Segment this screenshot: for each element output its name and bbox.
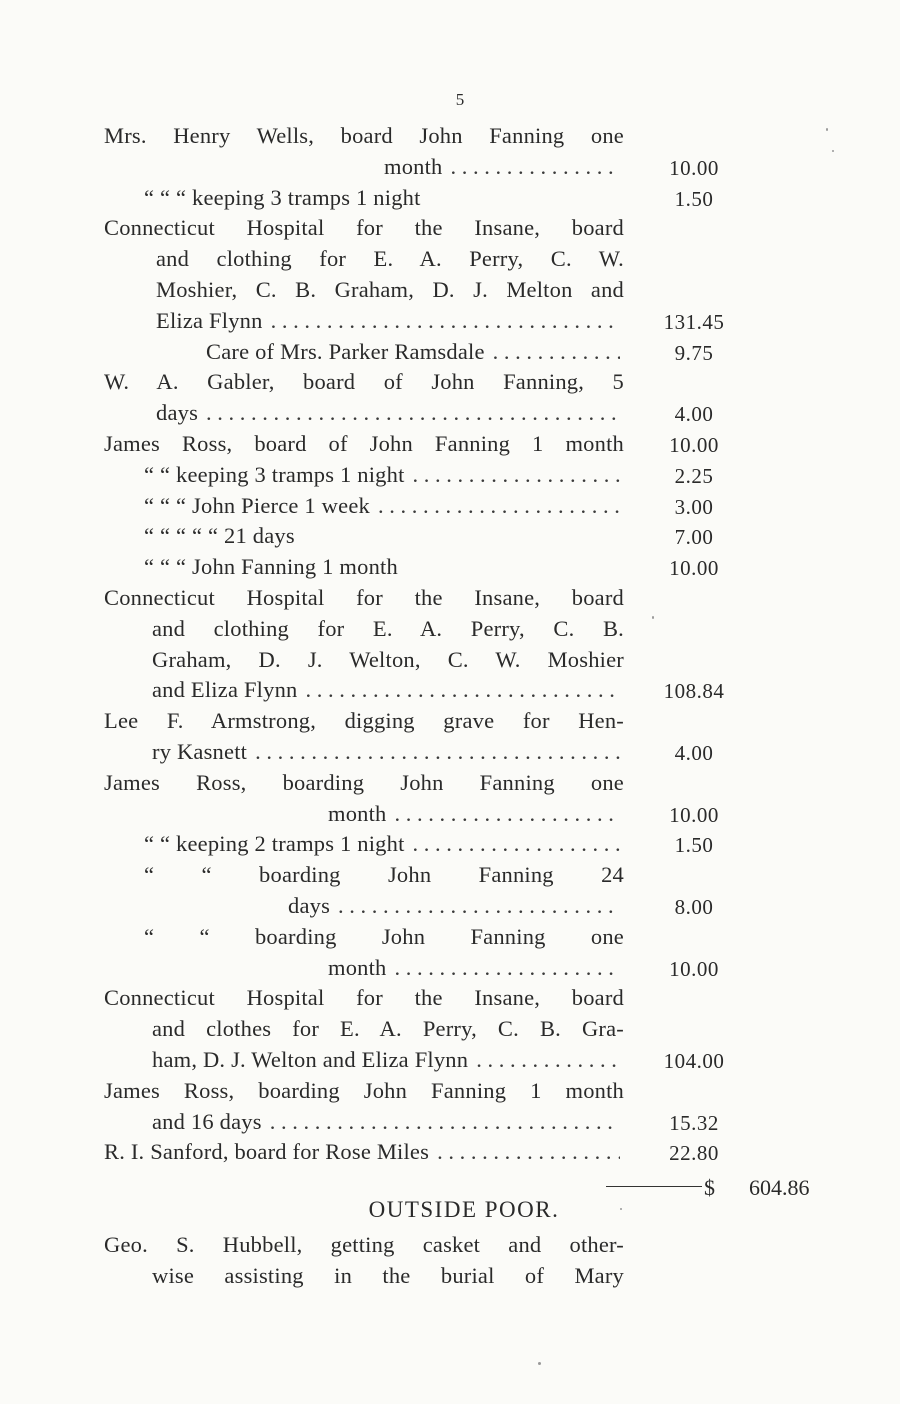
paper-speck (832, 150, 834, 152)
entry-text: wise assisting in the burial of Mary (152, 1263, 624, 1288)
entry-amount: 108.84 (663, 679, 725, 703)
dot-leader (270, 1106, 620, 1137)
entry-text: “ “ “ keeping 3 tramps 1 night (144, 185, 421, 210)
entry-text: Moshier, C. B. Graham, D. J. Melton and (156, 277, 624, 302)
entry-text: Mrs. Henry Wells, board John Fanning one (104, 123, 624, 148)
ledger-line (328, 952, 624, 983)
entry-text: Eliza Flynn (156, 308, 263, 333)
entry-amount: 3.00 (674, 495, 714, 519)
ledger-line (152, 1260, 624, 1291)
paper-speck (620, 1208, 622, 1210)
entry-amount: 10.00 (669, 433, 719, 457)
dot-leader (395, 952, 620, 983)
entry-amount: 131.45 (663, 310, 725, 334)
entry-text: Connecticut Hospital for the Insane, board (104, 985, 624, 1010)
entry-amount: 10.00 (669, 957, 719, 981)
section-heading: OUTSIDE POOR. (368, 1197, 560, 1222)
ledger-line (288, 890, 624, 921)
ledger-line (104, 1136, 624, 1167)
entry-text: “ “ boarding John Fanning one (144, 924, 624, 949)
ledger-line (144, 921, 624, 952)
entry-text: “ “ “ John Fanning 1 month (144, 554, 398, 579)
entry-amount: 2.25 (674, 464, 714, 488)
entry-text: ham, D. J. Welton and Eliza Flynn (152, 1047, 469, 1072)
entry-amount: 4.00 (674, 741, 714, 765)
ledger-line (104, 982, 624, 1013)
entry-amount: 10.00 (669, 556, 719, 580)
entry-text: ry Kasnett (152, 739, 248, 764)
entry-text: James Ross, boarding John Fanning 1 month (104, 1078, 624, 1103)
entry-text: “ “ “ John Pierce 1 week (144, 493, 370, 518)
entry-text: month (328, 801, 387, 826)
ledger-line (152, 736, 624, 767)
entry-text: Care of Mrs. Parker Ramsdale (206, 339, 485, 364)
dot-leader (493, 336, 620, 367)
dot-leader (437, 1136, 620, 1167)
entry-text: and clothes for E. A. Perry, C. B. Gra- (152, 1016, 624, 1041)
ledger-line (152, 644, 624, 675)
entry-amount: 1.50 (674, 833, 714, 857)
dot-leader (413, 459, 620, 490)
paper-speck (538, 1362, 541, 1365)
entry-text: month (328, 955, 387, 980)
entry-text: “ “ keeping 2 tramps 1 night (144, 831, 405, 856)
dot-leader (338, 890, 620, 921)
ledger-line (104, 366, 624, 397)
entry-amount: 15.32 (669, 1111, 719, 1135)
ledger-line (384, 151, 624, 182)
dot-leader (378, 490, 620, 521)
ledger-line (144, 828, 624, 859)
ledger-line (104, 767, 624, 798)
entry-text: and clothing for E. A. Perry, C. W. (156, 246, 624, 271)
entry-text: Connecticut Hospital for the Insane, board (104, 585, 624, 610)
dot-leader (395, 798, 620, 829)
ledger-line (144, 490, 624, 521)
ledger-line (156, 397, 624, 428)
dot-leader (255, 736, 620, 767)
ledger-line (156, 305, 624, 336)
entry-amount: 1.50 (674, 187, 714, 211)
ledger-line (152, 1106, 624, 1137)
ledger-line (152, 674, 624, 705)
dot-leader (413, 828, 620, 859)
entry-amount: 9.75 (674, 341, 714, 365)
ledger-line (104, 120, 624, 151)
entry-text: James Ross, boarding John Fanning one (104, 770, 624, 795)
ledger-line (104, 1075, 624, 1106)
entry-amount: 10.00 (669, 803, 719, 827)
paper-speck (826, 128, 828, 131)
ledger-line (152, 1044, 624, 1075)
total-currency: $ (704, 1175, 715, 1200)
entry-text: and clothing for E. A. Perry, C. B. (152, 616, 624, 641)
ledger-line (104, 212, 624, 243)
ledger-line (206, 336, 624, 367)
entry-amount: 22.80 (669, 1141, 719, 1165)
page-number: 5 (455, 90, 465, 109)
ledger-line (144, 859, 624, 890)
entry-text: “ “ keeping 3 tramps 1 night (144, 462, 405, 487)
entry-text: Lee F. Armstrong, digging grave for Hen- (104, 708, 624, 733)
entry-amount: 8.00 (674, 895, 714, 919)
dot-leader (305, 674, 620, 705)
ledger-line (152, 613, 624, 644)
total-rule (606, 1186, 702, 1187)
entry-text: Geo. S. Hubbell, getting casket and other- (104, 1232, 624, 1257)
entry-amount: 7.00 (674, 525, 714, 549)
dot-leader (206, 397, 620, 428)
entry-text: R. I. Sanford, board for Rose Miles (104, 1139, 430, 1164)
entry-text: “ “ boarding John Fanning 24 (144, 862, 624, 887)
entry-text: and 16 days (152, 1109, 262, 1134)
entry-amount: 10.00 (669, 156, 719, 180)
entry-amount: 104.00 (663, 1049, 725, 1073)
ledger-line (144, 520, 624, 551)
entry-text: month (384, 154, 443, 179)
entry-text: James Ross, board of John Fanning 1 month (104, 431, 624, 456)
paper-speck (652, 616, 654, 619)
entry-text: “ “ “ “ “ 21 days (144, 523, 295, 548)
ledger-line (152, 1013, 624, 1044)
entry-text: and Eliza Flynn (152, 677, 298, 702)
dot-leader (451, 151, 620, 182)
ledger-line (144, 182, 624, 213)
entry-text: days (288, 893, 331, 918)
ledger-line (104, 705, 624, 736)
entry-text: Graham, D. J. Welton, C. W. Moshier (152, 647, 624, 672)
ledger-line (144, 459, 624, 490)
entry-text: Connecticut Hospital for the Insane, board (104, 215, 624, 240)
ledger-line (156, 274, 624, 305)
entry-text: days (156, 400, 199, 425)
dot-leader (271, 305, 620, 336)
ledger-line (156, 243, 624, 274)
entry-amount: 4.00 (674, 402, 714, 426)
dot-leader (476, 1044, 620, 1075)
ledger-line (328, 798, 624, 829)
total-amount: 604.86 (749, 1175, 810, 1200)
ledger-line (144, 551, 624, 582)
ledger-line (104, 1229, 624, 1260)
ledger-line (104, 428, 624, 459)
ledger-line (104, 582, 624, 613)
entry-text: W. A. Gabler, board of John Fanning, 5 (104, 369, 624, 394)
